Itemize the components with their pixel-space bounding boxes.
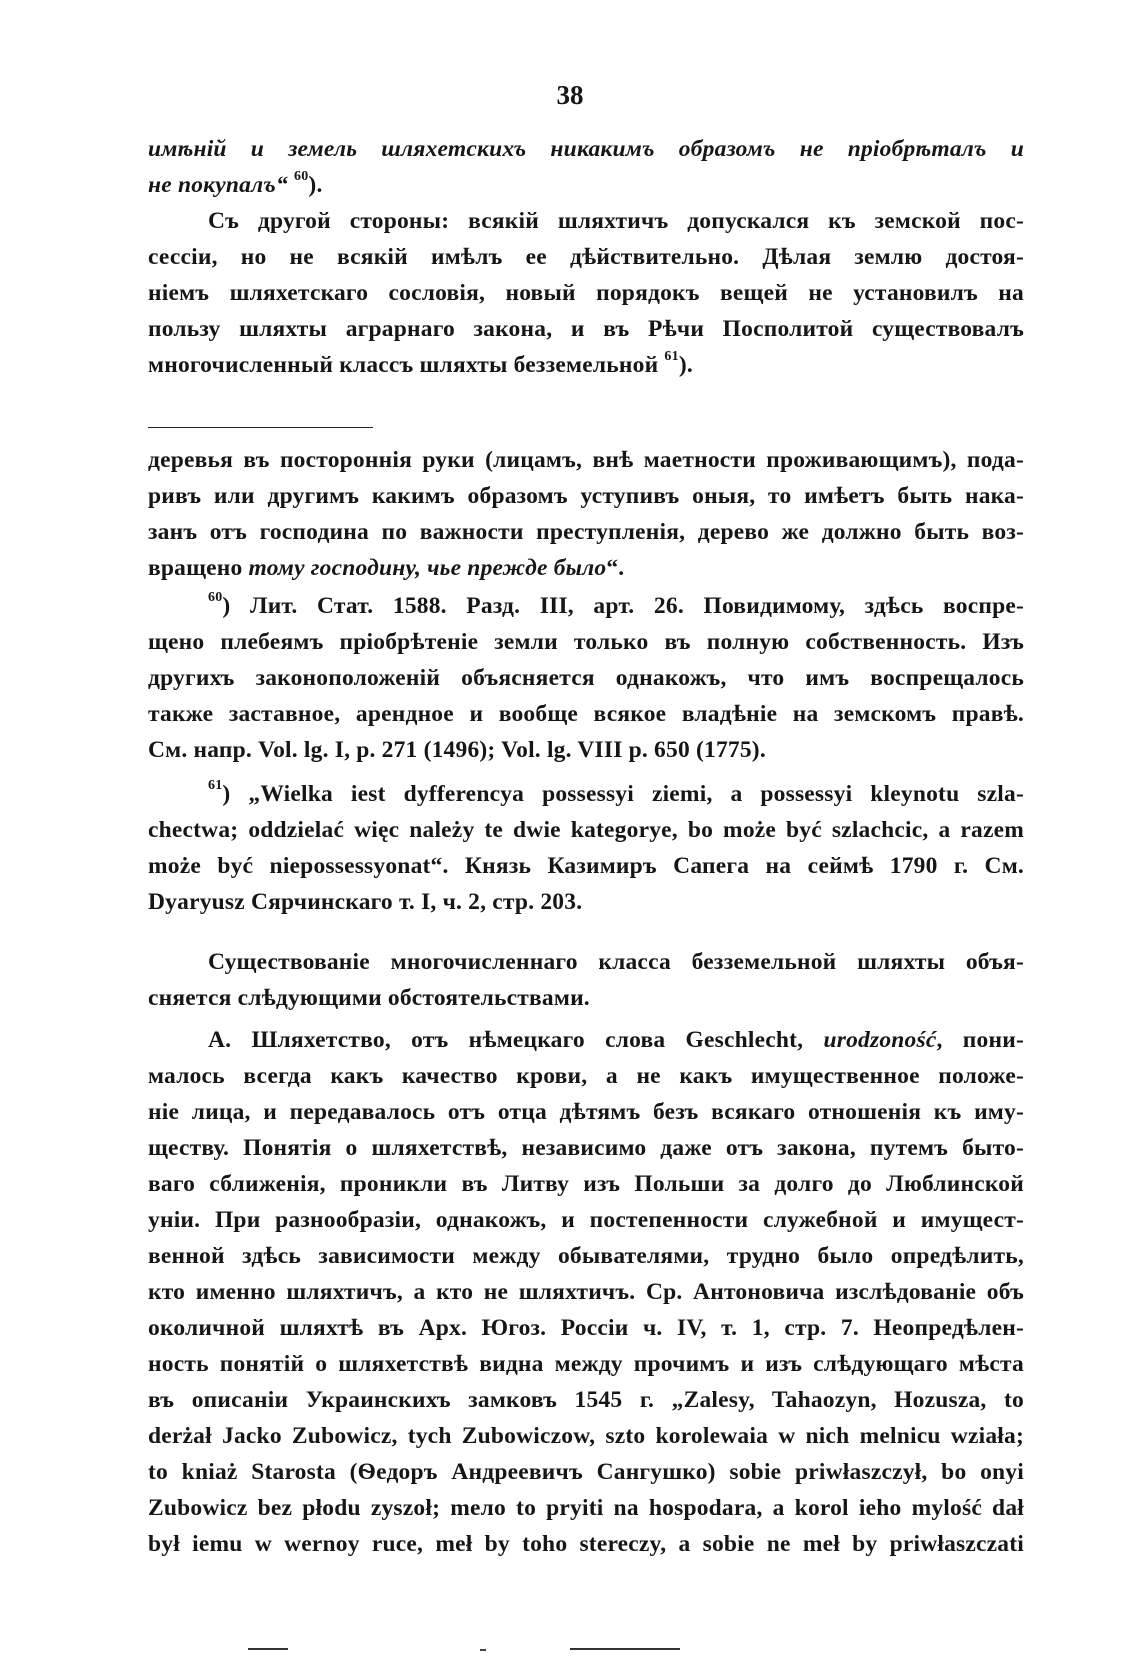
text-span: многочисленный классъ шляхты безземельной <box>148 352 659 378</box>
text-line: деревья въ постороннія руки (лицамъ, внѣ маетности проживающимъ), пода- <box>148 447 1024 473</box>
text-line: to kniaż Starosta (Ѳедоръ Андреевичъ Сангушко) sobie priwłaszczył, bo onyi <box>148 1459 1024 1485</box>
text-span: А. Шляхетство, отъ нѣмецкаго слова Geschlecht, <box>208 1027 824 1053</box>
paragraph-b <box>148 944 1024 1016</box>
text-line: ность понятій о шляхетствѣ видна между прочимъ и изъ слѣдующаго мѣста <box>148 1351 1024 1377</box>
text-line: Существованіе многочисленнаго класса безземельной шляхты объя- <box>208 949 1024 975</box>
scan-mark <box>570 1648 680 1650</box>
footnote-number: 61 <box>208 778 223 794</box>
scan-mark <box>480 1649 486 1651</box>
text-span: ). <box>308 172 323 198</box>
text-line: Съ другой стороны: всякій шляхтичъ допускался къ земской пос- <box>208 208 1024 234</box>
text-span: ) Лит. Стат. 1588. Разд. III, арт. 26. Повидимому, здѣсь воспре- <box>222 593 1024 619</box>
text-span: ). <box>678 352 693 378</box>
text-line: См. напр. Vol. lg. I, p. 271 (1496); Vol. lg. VIII p. 650 (1775). <box>148 737 766 763</box>
text-line <box>148 776 1024 812</box>
text-line: венной здѣсь зависимости между обывателями, трудно было опредѣлить, <box>148 1243 1024 1269</box>
footnote-divider <box>148 427 373 428</box>
page-number: 38 <box>556 80 584 110</box>
text-line: другихъ законоположеній объясняется однакожъ, что имъ воспрещалось <box>148 665 1024 691</box>
footnote-60 <box>148 588 1024 768</box>
text-line: также заставное, арендное и вообще всякое владѣніе на земскомъ правѣ. <box>148 701 1024 727</box>
footnote-ref-60: 60 <box>294 169 309 185</box>
main-text <box>148 131 1024 383</box>
text-line: derżał Jacko Zubowicz, tych Zubowiczow, szto korolewaia w nich melnicu wziała; <box>148 1423 1024 1449</box>
text-line: Zubowicz bez płodu zyszoł; mело to pryiti na hospodara, a korol ieho mylość dał <box>148 1495 1024 1521</box>
footnote-continuation <box>148 442 1024 586</box>
text-line: въ описаніи Украинскихъ замковъ 1545 г. „Zalesy, Tahaozyn, Hozusza, to <box>148 1387 1024 1413</box>
text-span: не покупалъ“ <box>148 172 288 198</box>
text-line <box>148 347 1024 383</box>
text-line: малось всегда какъ качество крови, а не какъ имущественное положе- <box>148 1063 1024 1089</box>
text-span: ) „Wielka iest dyfferencya possessyi ziemi, a possessyi kleynotu szla- <box>222 781 1024 807</box>
text-line: щено плебеямъ пріобрѣтеніе земли только въ полную собственность. Изъ <box>148 629 1024 655</box>
text-line: сессіи, но не всякій имѣлъ ее дѣйствительно. Дѣлая землю достоя- <box>148 244 1024 270</box>
text-line: ніе лица, и передавалось отъ отца дѣтямъ безъ всякаго отношенія къ иму- <box>148 1099 1024 1125</box>
text-span: , пони- <box>936 1027 1024 1053</box>
text-line: może być niepossessyonat“. Князь Казимиръ Сапега на сеймѣ 1790 г. См. <box>148 853 1024 879</box>
text-line <box>148 167 1024 203</box>
footnote-number: 60 <box>208 590 223 606</box>
text-line: ваго сближенія, проникли въ Литву изъ Польши за долго до Люблинской <box>148 1171 1024 1197</box>
text-line <box>148 588 1024 624</box>
paragraph-c <box>148 1022 1024 1562</box>
text-line: сняется слѣдующими обстоятельствами. <box>148 985 590 1011</box>
text-line <box>148 550 1024 586</box>
text-line: кто именно шляхтичъ, а кто не шляхтичъ. Ср. Антоновича изслѣдованіе объ <box>148 1279 1024 1305</box>
footnote-61 <box>148 776 1024 920</box>
text-line: Dyaryusz Сярчинскаго т. I, ч. 2, стр. 203. <box>148 889 583 915</box>
text-line: ніемъ шляхетскаго сословія, новый порядокъ вещей не установилъ на <box>148 280 1024 306</box>
text-line: имѣній и земель шляхетскихъ никакимъ образомъ не пріобрѣталъ и <box>148 136 1024 162</box>
text-span: тому господину, чье прежде было <box>248 555 607 581</box>
text-line: пользу шляхты аграрнаго закона, и въ Рѣчи Посполитой существовалъ <box>148 316 1024 342</box>
footnote-ref-61: 61 <box>664 349 679 365</box>
text-span: вращено <box>148 555 249 581</box>
scan-mark <box>248 1648 288 1650</box>
text-line: chectwa; oddzielać więc należy te dwie kategorye, bo może być szlachcic, a razem <box>148 817 1024 843</box>
text-line: околичной шляхтѣ въ Арх. Югоз. Россіи ч. IV, т. 1, стр. 7. Неопредѣлен- <box>148 1315 1024 1341</box>
text-line <box>148 1022 1024 1058</box>
text-span: “. <box>606 555 625 581</box>
text-line: занъ отъ господина по важности преступленія, дерево же должно быть воз- <box>148 519 1024 545</box>
text-line: уніи. При разнообразіи, однакожъ, и постепенности служебной и имущест- <box>148 1207 1024 1233</box>
text-span: urodzoność <box>823 1027 937 1053</box>
text-line: ществу. Понятія о шляхетствѣ, независимо даже отъ закона, путемъ быто- <box>148 1135 1024 1161</box>
text-line: ривъ или другимъ какимъ образомъ уступивъ оныя, то имѣетъ быть нака- <box>148 483 1024 509</box>
text-line: był iemu w wernoy ruce, meł by toho stereczy, a sobie ne meł by priwłaszczati <box>148 1531 1024 1557</box>
